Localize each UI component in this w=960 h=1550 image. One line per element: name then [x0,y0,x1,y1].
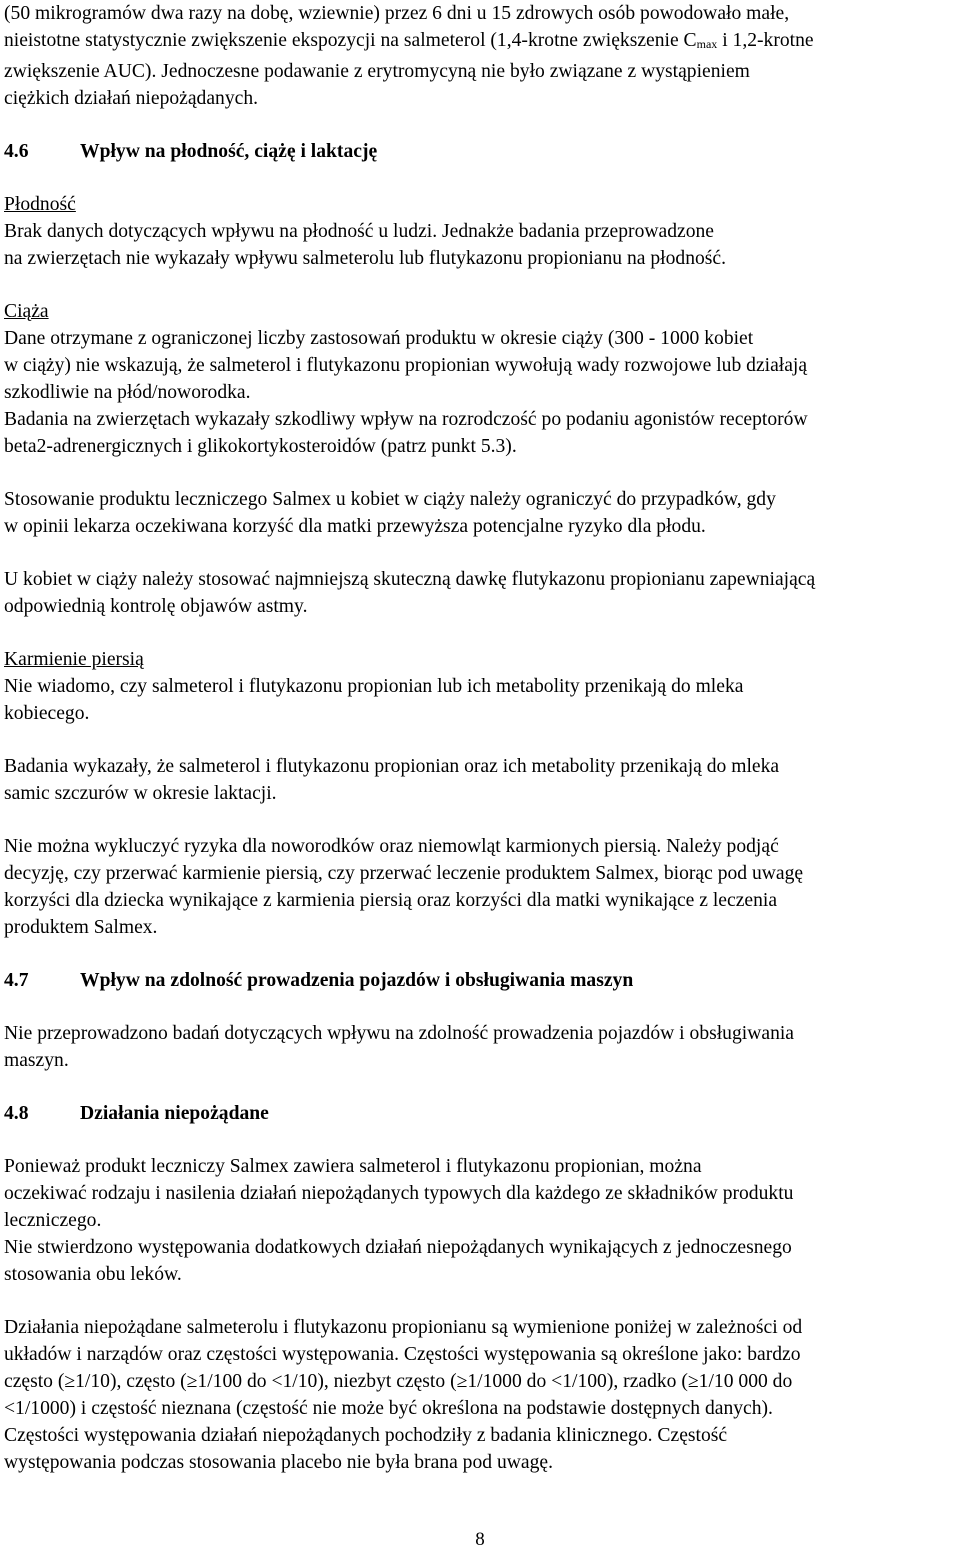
text-line: Badania wykazały, że salmeterol i flutykazonu propionian oraz ich metabolity przenikają do mleka [4,756,780,777]
text-line: stosowania obu leków. [4,1264,182,1285]
pregnancy-paragraph-2 [4,486,954,540]
text-line: leczniczego. [4,1210,102,1231]
pregnancy-paragraph [4,325,954,460]
text-line: często (≥1/10), często (≥1/100 do <1/10), niezbyt często (≥1/1000 do <1/100), rzadko (≥1/10 000 do [4,1371,793,1392]
driving-paragraph [4,1020,954,1074]
text-line: w ciąży) nie wskazują, że salmeterol i flutykazonu propionian wywołują wady rozwojowe lub działają [4,355,808,376]
text-line: kobiecego. [4,703,90,724]
intro-paragraph [4,0,954,112]
text-line: beta2-adrenergicznych i glikokortykosteroidów (patrz punkt 5.3). [4,436,517,457]
text-line: decyzję, czy przerwać karmienie piersią, czy przerwać leczenie produktem Salmex, biorąc pod uwagę [4,863,804,884]
text-line: odpowiednią kontrolę objawów astmy. [4,596,308,617]
text-line: oczekiwać rodzaju i nasilenia działań niepożądanych typowych dla każdego ze składników produktu [4,1183,794,1204]
pregnancy-paragraph-3 [4,566,954,620]
text-line: U kobiet w ciąży należy stosować najmniejszą skuteczną dawkę flutykazonu propionianu zapewniającą [4,569,816,590]
text-line: szkodliwie na płód/noworodka. [4,382,251,403]
section-number: 4.8 [4,1103,29,1124]
page-number: 8 [475,1529,485,1550]
text-line: zwiększenie AUC). Jednoczesne podawanie z erytromycyną nie było związane z wystąpieniem [4,61,750,82]
text-line: Dane otrzymane z ograniczonej liczby zastosowań produktu w okresie ciąży (300 - 1000 kobiet [4,328,754,349]
text-line: produktem Salmex. [4,917,158,938]
text-line: Częstości występowania działań niepożądanych pochodziły z badania klinicznego. Częstość [4,1425,728,1446]
document-page [4,0,954,1476]
text-line: Ponieważ produkt leczniczy Salmex zawiera salmeterol i flutykazonu propionian, można [4,1156,702,1177]
lactation-paragraph-2 [4,753,954,807]
text-line: Nie wiadomo, czy salmeterol i flutykazonu propionian lub ich metabolity przenikają do mleka [4,676,744,697]
text-line: w opinii lekarza oczekiwana korzyść dla matki przewyższa potencjalne ryzyko dla płodu. [4,516,706,537]
section-heading-4-6 [4,138,954,165]
section-title: Wpływ na zdolność prowadzenia pojazdów i obsługiwania maszyn [80,970,634,991]
lactation-paragraph-1 [4,673,954,727]
subheading-pregnancy: Ciąża [4,301,49,322]
text-line: <1/1000) i częstość nieznana (częstość nie może być określona na podstawie dostępnych danych). [4,1398,773,1419]
text-line: Brak danych dotyczących wpływu na płodność u ludzi. Jednakże badania przeprowadzone [4,221,715,242]
adverse-paragraph-1 [4,1153,954,1288]
text-line: występowania podczas stosowania placebo nie była brana pod uwagę. [4,1452,553,1473]
subheading-fertility: Płodność [4,194,76,215]
adverse-paragraph-2 [4,1314,954,1476]
text-line: Działania niepożądane salmeterolu i flutykazonu propionianu są wymienione poniżej w zależności od [4,1317,803,1338]
text-line: Badania na zwierzętach wykazały szkodliwy wpływ na rozrodczość po podaniu agonistów receptorów [4,409,808,430]
text-fragment: nieistotne statystycznie zwiększenie ekspozycji na salmeterol (1,4-krotne zwiększenie C [4,30,697,51]
section-heading-4-8 [4,1100,954,1127]
text-line: samic szczurów w okresie laktacji. [4,783,277,804]
fertility-paragraph [4,218,954,272]
section-title: Działania niepożądane [80,1103,269,1124]
text-line: maszyn. [4,1050,69,1071]
text-fragment: i 1,2-krotne [717,30,814,51]
text-line: Nie można wykluczyć ryzyka dla noworodków oraz niemowląt karmionych piersią. Należy podjąć [4,836,779,857]
text-line: Stosowanie produktu leczniczego Salmex u kobiet w ciąży należy ograniczyć do przypadków, gdy [4,489,776,510]
text-line: Nie stwierdzono występowania dodatkowych działań niepożądanych wynikających z jednoczesnego [4,1237,792,1258]
text-line: na zwierzętach nie wykazały wpływu salmeterolu lub flutykazonu propionianu na płodność. [4,248,727,269]
text-line: (50 mikrogramów dwa razy na dobę, wziewnie) przez 6 dni u 15 zdrowych osób powodowało małe, [4,3,790,24]
text-line: ciężkich działań niepożądanych. [4,88,259,109]
lactation-paragraph-3 [4,833,954,941]
section-title: Wpływ na płodność, ciążę i laktację [80,141,378,162]
subheading-lactation: Karmienie piersią [4,649,144,670]
section-number: 4.6 [4,141,29,162]
text-line [4,27,954,58]
text-line: układów i narządów oraz częstości występowania. Częstości występowania są określone jako: bardzo [4,1344,801,1365]
subscript-max: max [696,37,718,51]
text-line: korzyści dla dziecka wynikające z karmienia piersią oraz korzyści dla matki wynikające z leczenia [4,890,778,911]
section-heading-4-7 [4,967,954,994]
section-number: 4.7 [4,970,29,991]
text-line: Nie przeprowadzono badań dotyczących wpływu na zdolność prowadzenia pojazdów i obsługiwania [4,1023,795,1044]
